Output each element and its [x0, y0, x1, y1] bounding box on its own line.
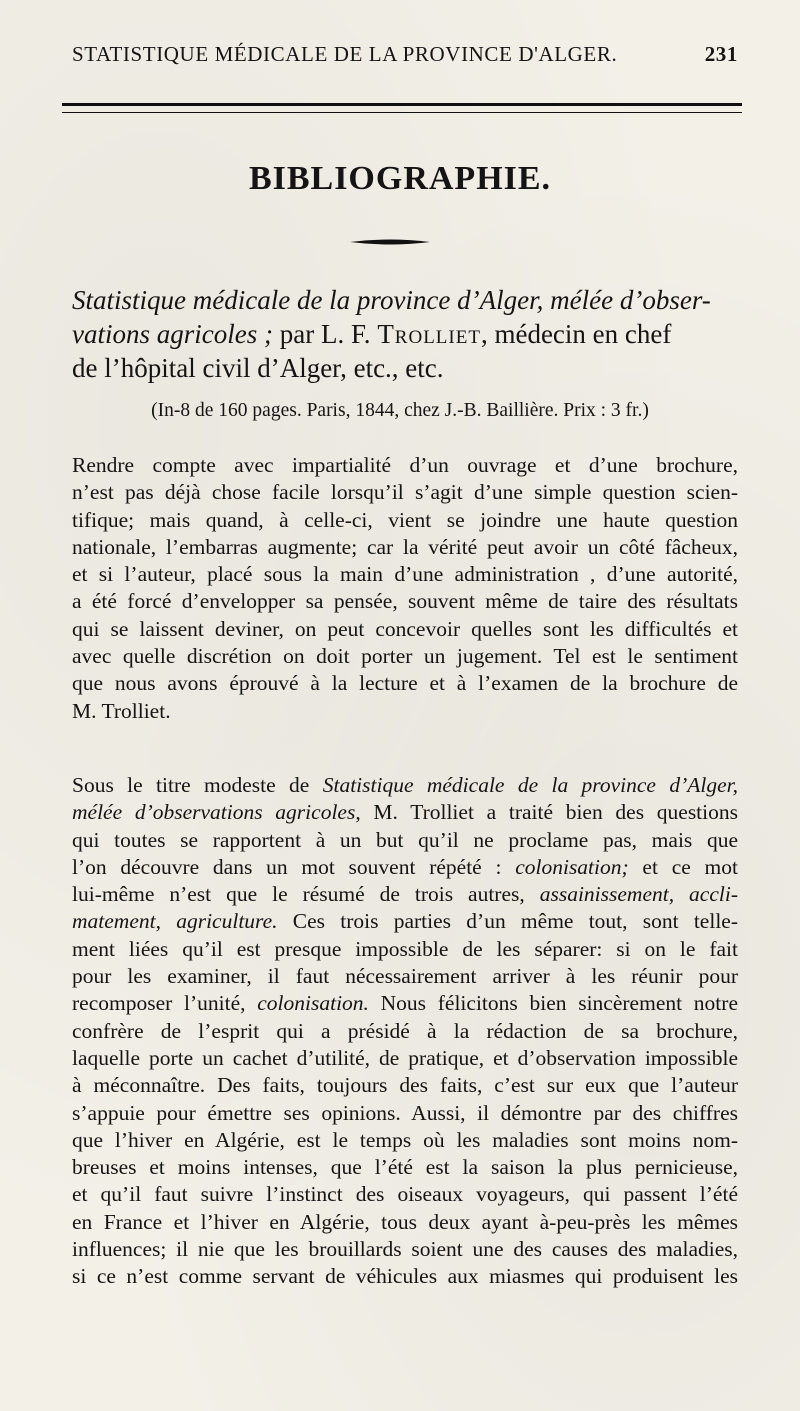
text-line [72, 772, 738, 799]
text-line: avec quelle discrétion on doit porter un jugement. Tel est le sentiment [72, 644, 738, 669]
text-segment: s’appuie pour émettre ses opinions. Aussi, il démontre par des chiffres [72, 1100, 738, 1125]
text-segment: , [155, 909, 177, 934]
ornament-dash [350, 238, 430, 246]
text-line: que nous avons éprouvé à la lecture et à l’examen de la brochure de [72, 671, 738, 696]
text-segment: laquelle porte un cachet d’utilité, de pratique, et d’observation impossible [72, 1045, 738, 1070]
publication-info: (In-8 de 160 pages. Paris, 1844, chez J.-B. Baillière. Prix : 3 fr.) [151, 400, 649, 421]
text-line: nationale, l’embarras augmente; car la vérité peut avoir un côté fâcheux, [72, 534, 738, 559]
italic-segment: colonisation; [515, 854, 629, 879]
title-italic-1: Statistique médicale de la province d’Alger, mélée d’obser- [72, 285, 711, 315]
text-line [72, 1181, 738, 1208]
text-segment: Nous félicitons bien sincèrement notre [368, 991, 738, 1016]
header-rule [62, 103, 742, 113]
italic-segment: assainissement, accli- [539, 882, 738, 907]
text-segment: que l’hiver en Algérie, est le temps où les maladies sont moins nom- [72, 1127, 738, 1152]
text-line [72, 936, 738, 963]
text-segment: , M. Trolliet a traité bien des questions [355, 800, 738, 825]
text-segment: ment liées qu’il est presque impossible de les séparer: si on le fait [72, 936, 738, 961]
text-segment: pour les examiner, il faut nécessairement arriver à les réunir pour [72, 964, 738, 989]
author-prefix: par L. F. [272, 319, 378, 349]
page-number: 231 [704, 42, 738, 66]
text-segment: lui-même n’est que le résumé de trois autres, [72, 882, 540, 907]
book-title [72, 283, 738, 385]
italic-segment: mélée d’observations agricoles [72, 800, 356, 825]
section-title: BIBLIOGRAPHIE. [248, 160, 552, 197]
author-name: Trolliet [377, 319, 481, 349]
text-line: Rendre compte avec impartialité d’un ouvrage et d’une brochure, [72, 453, 738, 477]
running-head [72, 42, 738, 72]
text-line: a été forcé d’envelopper sa pensée, souvent même de taire des résultats [72, 589, 738, 614]
text-line [72, 827, 738, 854]
text-segment: si ce n’est comme servant de véhicules aux miasmes qui produisent les [72, 1264, 738, 1289]
text-line [72, 799, 738, 826]
text-segment: et qu’il faut suivre l’instinct des oiseaux voyageurs, qui passent l’été [72, 1182, 738, 1207]
title-italic-2: vations agricoles ; [72, 319, 273, 349]
book-title-line-1 [72, 283, 738, 317]
running-title: STATISTIQUE MÉDICALE DE LA PROVINCE D'ALGER. [72, 42, 618, 66]
paragraph-1 [72, 452, 738, 725]
text-segment: l’on découvre dans un mot souvent répété : [72, 854, 516, 879]
text-line [72, 881, 738, 908]
italic-segment: Statistique médicale de la province d’Alger, [322, 773, 739, 797]
italic-segment: agriculture. [176, 909, 278, 934]
book-title-line-3 [72, 351, 738, 385]
italic-segment: matement [72, 909, 156, 934]
text-line [72, 1045, 738, 1072]
text-segment: Sous le titre modeste de [72, 773, 323, 797]
text-line [72, 1263, 738, 1290]
text-segment: influences; il nie que les brouillards soient une des causes des maladies, [72, 1237, 738, 1262]
text-line [72, 854, 738, 881]
text-line: qui se laissent deviner, on peut concevoir quelles sont les difficultés et [72, 616, 738, 641]
text-segment: qui toutes se rapportent à un but qu’il ne proclame pas, mais que [72, 827, 738, 852]
text-line [72, 963, 738, 990]
text-line [72, 1236, 738, 1263]
text-line [72, 1100, 738, 1127]
text-line [72, 1209, 738, 1236]
text-line [72, 1154, 738, 1181]
italic-segment: colonisation. [257, 991, 369, 1016]
text-segment: confrère de l’esprit qui a présidé à la rédaction de sa brochure, [72, 1018, 738, 1043]
text-segment: en France et l’hiver en Algérie, tous deux ayant à-peu-près les mêmes [72, 1209, 738, 1234]
text-segment: Ces trois parties d’un même tout, sont telle- [277, 909, 739, 934]
text-line [72, 1018, 738, 1045]
text-line [72, 990, 738, 1017]
text-segment: et ce mot [628, 854, 738, 879]
title-plain-3: de l’hôpital civil d’Alger, etc., etc. [72, 353, 444, 383]
text-segment: recomposer l’unité, [72, 991, 258, 1016]
text-line [72, 1072, 738, 1099]
text-line: tifique; mais quand, à celle-ci, vient se joindre une haute question [72, 507, 738, 532]
text-line [72, 908, 738, 935]
text-line: M. Trolliet. [72, 698, 171, 723]
book-title-line-2 [72, 317, 738, 351]
text-line [72, 1127, 738, 1154]
paragraph-2 [72, 772, 738, 1291]
author-role: , médecin en chef [480, 319, 672, 349]
text-segment: breuses et moins intenses, que l’été est la saison la plus pernicieuse, [72, 1155, 738, 1180]
text-segment: à méconnaître. Des faits, toujours des faits, c’est sur eux que l’auteur [72, 1073, 738, 1098]
text-line: et si l’auteur, placé sous la main d’une administration , d’une autorité, [72, 562, 738, 587]
text-line: n’est pas déjà chose facile lorsqu’il s’agit d’une simple question scien- [72, 480, 738, 505]
